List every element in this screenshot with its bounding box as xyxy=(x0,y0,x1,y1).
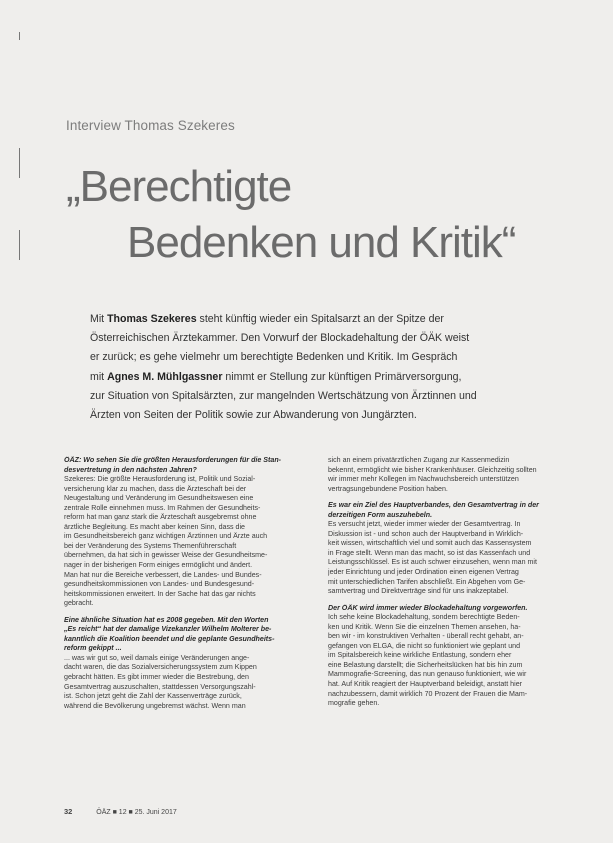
answer-line: samtvertrag und Direktverträge sind für uns inakzeptabel. xyxy=(328,587,509,596)
question-line: desvertretung in den nächsten Jahren? xyxy=(64,465,197,474)
lead-line: er zurück; es gehe vielmehr um berechtigte Bedenken und Kritik. Im Gespräch xyxy=(90,351,458,364)
interviewer-name: Agnes M. Mühlgassner xyxy=(107,370,223,383)
answer-line: mografie gehen. xyxy=(328,699,380,708)
question-line: Der ÖÄK wird immer wieder Blockadehaltung vorgeworfen. xyxy=(328,603,528,612)
lead-line: Österreichischen Ärztekammer. Den Vorwurf der Blockadehaltung der ÖÄK weist xyxy=(90,332,470,345)
lead-paragraph xyxy=(90,310,560,425)
paragraph-gap xyxy=(64,609,308,616)
lead-line: Ärzten von Seiten der Politik sowie zur Abwanderung von Jungärzten. xyxy=(90,409,417,422)
answer-line: jeder Einrichtung und jeder Ordination einen eigenen Vertrag xyxy=(328,568,519,577)
answer-line: versicherung klar zu machen, dass die Ärzteschaft bei der xyxy=(64,484,247,493)
answer-line: zentrale Rolle einnehmen muss. Im Rahmen der Gesundheits- xyxy=(64,503,261,512)
body-column-right xyxy=(328,456,572,709)
answer-line: eine Belastung darstellt; die Sicherheitslücken hat bis hin zum xyxy=(328,660,523,669)
answer-line: hat. Auf Kritik reagiert der Hauptverband beleidigt, anstatt hier xyxy=(328,680,523,689)
answer-line: ken und Kritik. Wenn Sie die einzelnen Themen ansehen, ha- xyxy=(328,622,521,631)
question-line: reform gekippt ... xyxy=(64,644,122,653)
page-footer xyxy=(64,807,177,816)
answer-line: sich an einem privatärztlichen Zugang zur Kassenmedizin xyxy=(328,456,510,464)
answer-line: dacht waren, die das Sozialversicherungssystem zum Kippen xyxy=(64,663,257,672)
answer-line: Mammografie-Screening, das nun genauso funktioniert, wie wir xyxy=(328,670,527,679)
answer-line: bei der Veränderung des Systems Themenführerschaft xyxy=(64,541,237,550)
margin-mark xyxy=(19,148,20,178)
interviewee-name: Thomas Szekeres xyxy=(107,313,197,325)
answer-line: übernehmen, da hat sich in gewisser Weise der Gesundheitsme- xyxy=(64,551,268,560)
lead-line: Mit Thomas Szekeres steht künftig wieder ein Spitalsarzt an der Spitze der xyxy=(90,313,444,325)
paragraph-gap xyxy=(328,494,572,501)
lead-line: mit Agnes M. Mühlgassner nimmt er Stellung zur künftigen Primärversorgung, xyxy=(90,370,462,383)
lead-line: zur Situation von Spitalsärzten, zur mangelnden Wertschätzung von Ärztinnen und xyxy=(90,389,477,402)
margin-mark xyxy=(19,230,20,260)
answer-line: Gesamtvertrag auszuschalten, stattdessen Versorgungszahl- xyxy=(64,682,256,691)
question-line: kanntlich die Koalition beendet und die geplante Gesundheits- xyxy=(64,634,275,643)
answer-line: bekennt, ermöglicht wie bisher Krankenhäuser. Gleichzeitig sollten xyxy=(328,465,537,474)
publication-line: ÖÄZ ■ 12 ■ 25. Juni 2017 xyxy=(96,809,177,816)
answer-line: Es versucht jetzt, wieder immer wieder der Gesamtvertrag. In xyxy=(328,520,521,529)
answer-line: nager in der bisherigen Form einiges ermöglicht und ändert. xyxy=(64,561,253,570)
answer-line: ben wir - im konstruktiven Verhalten - überall recht gehabt, an- xyxy=(328,632,524,641)
answer-line: ist. Schon jetzt geht die Zahl der Kassenverträge zurück, xyxy=(64,692,242,701)
answer-line: Man hat nur die Bereiche verbessert, die Landes- und Bundes- xyxy=(64,570,262,579)
answer-line: ärztliche Begleitung. Es macht aber keinen Sinn, dass die xyxy=(64,522,245,531)
margin-mark xyxy=(19,32,20,40)
answer-line: Neugestaltung und Veränderung im Gesundheitswesen eine xyxy=(64,494,254,503)
page-number: 32 xyxy=(64,807,73,816)
answer-line: gebracht. xyxy=(64,599,94,608)
answer-line: vertragsungebundene Position haben. xyxy=(328,484,448,493)
answer-line: gebracht hätten. Es gibt immer wieder die Bestrebung, den xyxy=(64,673,249,682)
question-line: Es war ein Ziel des Hauptverbandes, den Gesamtvertrag in der xyxy=(328,501,539,510)
answer-line: während die Bevölkerung ungebremst wächst. Wenn man xyxy=(64,701,246,710)
answer-line: ... was wir gut so, weil damals einige Veränderungen ange- xyxy=(64,653,250,662)
section-kicker: Interview Thomas Szekeres xyxy=(66,118,235,133)
answer-line: Szekeres: Die größte Herausforderung ist, Politik und Sozial- xyxy=(64,475,256,484)
answer-line: Diskussion ist - und schon auch der Hauptverband in Wirklich- xyxy=(328,529,524,538)
answer-line: gesundheitskommissionen von Landes- und Bundesgesund- xyxy=(64,580,255,589)
answer-line: im Gesundheitsbereich ganz wichtigen Ärztinnen und Ärzte auch xyxy=(64,532,268,541)
answer-line: heitskommissionen erweitert. In der Sache hat das gar nichts xyxy=(64,589,256,598)
question-line: „Es reicht“ hat der damalige Vizekanzler Wilhelm Molterer be- xyxy=(64,625,272,634)
question-line: Eine ähnliche Situation hat es 2008 gegeben. Mit den Worten xyxy=(64,615,269,624)
paragraph-gap xyxy=(328,597,572,604)
body-column-left xyxy=(64,456,308,711)
answer-line: im Spitalsbereich keine wirkliche Entlastung, sondern eher xyxy=(328,651,512,660)
question-line: derzeitigen Form auszuhebeln. xyxy=(328,510,433,519)
answer-line: in Frage stellt. Wenn man das macht, so ist das Kassenfach und xyxy=(328,548,531,557)
question-line: ÖÄZ: Wo sehen Sie die größten Herausforderungen für die Stan- xyxy=(64,456,282,464)
answer-line: mit unterschiedlichen Tarifen abschließt. Ein Abgehen vom Ge- xyxy=(328,577,526,586)
answer-line: Leistungsschlüssel. Es ist auch schwer einzusehen, wenn man mit xyxy=(328,558,537,567)
answer-line: wir immer mehr Kollegen im Nachwuchsbereich unterstützen xyxy=(328,475,519,484)
answer-line: keit wissen, wirtschaftlich viel und somit auch das Kassensystem xyxy=(328,539,532,548)
headline-line-2: Bedenken und Kritik“ xyxy=(127,218,516,267)
answer-line: Ich sehe keine Blockadehaltung, sondern berechtigte Beden- xyxy=(328,613,520,622)
answer-line: reform hat man ganz stark die Ärzteschaft ausgebremst ohne xyxy=(64,513,257,522)
headline-line-1: „Berechtigte xyxy=(66,162,292,211)
answer-line: nachzubessern, damit wirklich 70 Prozent der Frauen die Mam- xyxy=(328,689,528,698)
answer-line: gefangen von ELGA, die nicht so funktioniert wie geplant und xyxy=(328,641,521,650)
